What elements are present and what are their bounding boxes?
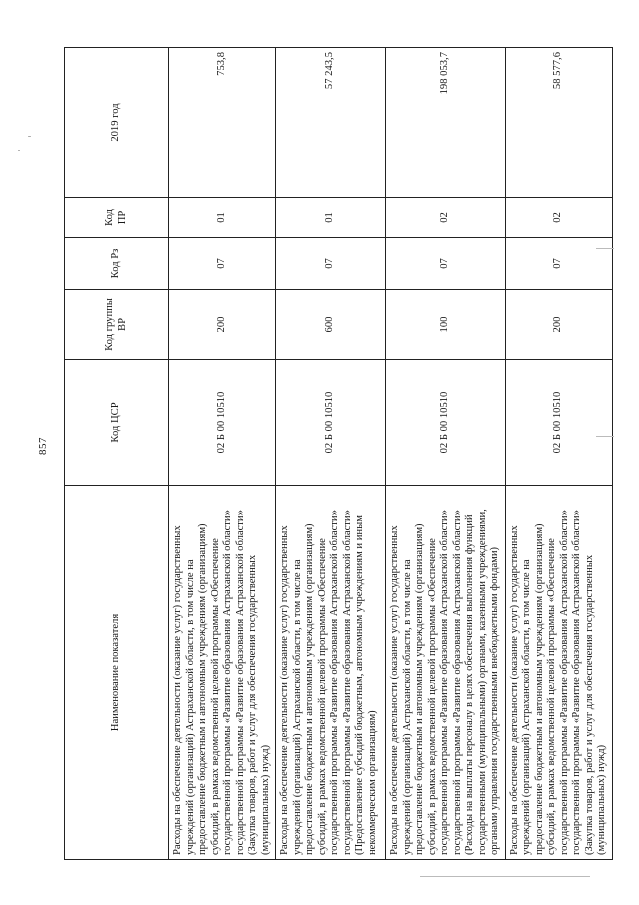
table-row bbox=[386, 48, 506, 860]
row-vr: 200 bbox=[505, 290, 612, 360]
scan-artifact bbox=[596, 436, 614, 437]
row-rz: 07 bbox=[169, 238, 276, 290]
table-row bbox=[169, 48, 276, 860]
row-name: Расходы на обеспечение деятельности (оказание услуг) государственных учреждений (организаций) Астраханской области, в том числе на предоставление бюджетным и автономным учреждениям (организациям) субсидий, в рамках ведомственной целевой программы «Обеспечение государственной программы «Развитие образования Астраханской области» государственной программы «Развитие образования Астраханской области» (Расходы на выплаты персоналу в целях обеспечения выполнения функций государственными (муниципальными) органами, казенными учреждениями, органами управления государственными внебюджетными фондами) bbox=[386, 486, 506, 860]
budget-table-rotated bbox=[64, 48, 607, 860]
row-csr: 02 Б 00 10510 bbox=[386, 360, 506, 486]
budget-table-container bbox=[64, 48, 607, 860]
scan-speck bbox=[28, 136, 31, 137]
budget-table bbox=[64, 47, 613, 860]
row-csr: 02 Б 00 10510 bbox=[169, 360, 276, 486]
page-number: 857 bbox=[37, 437, 49, 455]
table-row bbox=[505, 48, 612, 860]
table-header-row bbox=[65, 48, 169, 860]
scan-artifact bbox=[420, 876, 590, 877]
header-name: Наименование показателя bbox=[65, 486, 169, 860]
row-name: Расходы на обеспечение деятельности (оказание услуг) государственных учреждений (организаций) Астраханской области, в том числе на предоставление бюджетным и автономным учреждениям (организациям) субсидий, в рамках ведомственной целевой программы «Обеспечение государственной программы «Развитие образования Астраханской области» государственной программы «Развитие образования Астраханской области» (Предоставление субсидий бюджетным, автономным учреждениям и иным некоммерческим организациям) bbox=[276, 486, 386, 860]
header-rz: Код Рз bbox=[65, 238, 169, 290]
table-row bbox=[276, 48, 386, 860]
header-year: 2019 год bbox=[65, 48, 169, 198]
row-value: 58 577,6 bbox=[505, 48, 612, 198]
row-rz: 07 bbox=[505, 238, 612, 290]
row-value: 57 243,5 bbox=[276, 48, 386, 198]
row-vr: 200 bbox=[169, 290, 276, 360]
row-csr: 02 Б 00 10510 bbox=[505, 360, 612, 486]
scan-artifact bbox=[596, 248, 614, 249]
scan-speck bbox=[18, 150, 20, 151]
row-value: 753,8 bbox=[169, 48, 276, 198]
header-pr: Код ПР bbox=[65, 198, 169, 238]
header-vr: Код группы ВР bbox=[65, 290, 169, 360]
row-rz: 07 bbox=[386, 238, 506, 290]
row-vr: 600 bbox=[276, 290, 386, 360]
row-pr: 01 bbox=[276, 198, 386, 238]
row-pr: 02 bbox=[386, 198, 506, 238]
row-name: Расходы на обеспечение деятельности (оказание услуг) государственных учреждений (организаций) Астраханской области, в том числе на предоставление бюджетным и автономным учреждениям (организациям) субсидий, в рамках ведомственной целевой программы «Обеспечение государственной программы «Развитие образования Астраханской области» государственной программы «Развитие образования Астраханской области» (Закупка товаров, работ и услуг для обеспечения государственных (муниципальных) нужд) bbox=[169, 486, 276, 860]
header-csr: Код ЦСР bbox=[65, 360, 169, 486]
row-csr: 02 Б 00 10510 bbox=[276, 360, 386, 486]
row-value: 198 053,7 bbox=[386, 48, 506, 198]
row-rz: 07 bbox=[276, 238, 386, 290]
row-pr: 01 bbox=[169, 198, 276, 238]
row-name: Расходы на обеспечение деятельности (оказание услуг) государственных учреждений (организаций) Астраханской области, в том числе на предоставление бюджетным и автономным учреждениям (организациям) субсидий, в рамках ведомственной целевой программы «Обеспечение государственной программы «Развитие образования Астраханской области» государственной программы «Развитие образования Астраханской области» (Закупка товаров, работ и услуг для обеспечения государственных (муниципальных) нужд) bbox=[505, 486, 612, 860]
row-pr: 02 bbox=[505, 198, 612, 238]
row-vr: 100 bbox=[386, 290, 506, 360]
